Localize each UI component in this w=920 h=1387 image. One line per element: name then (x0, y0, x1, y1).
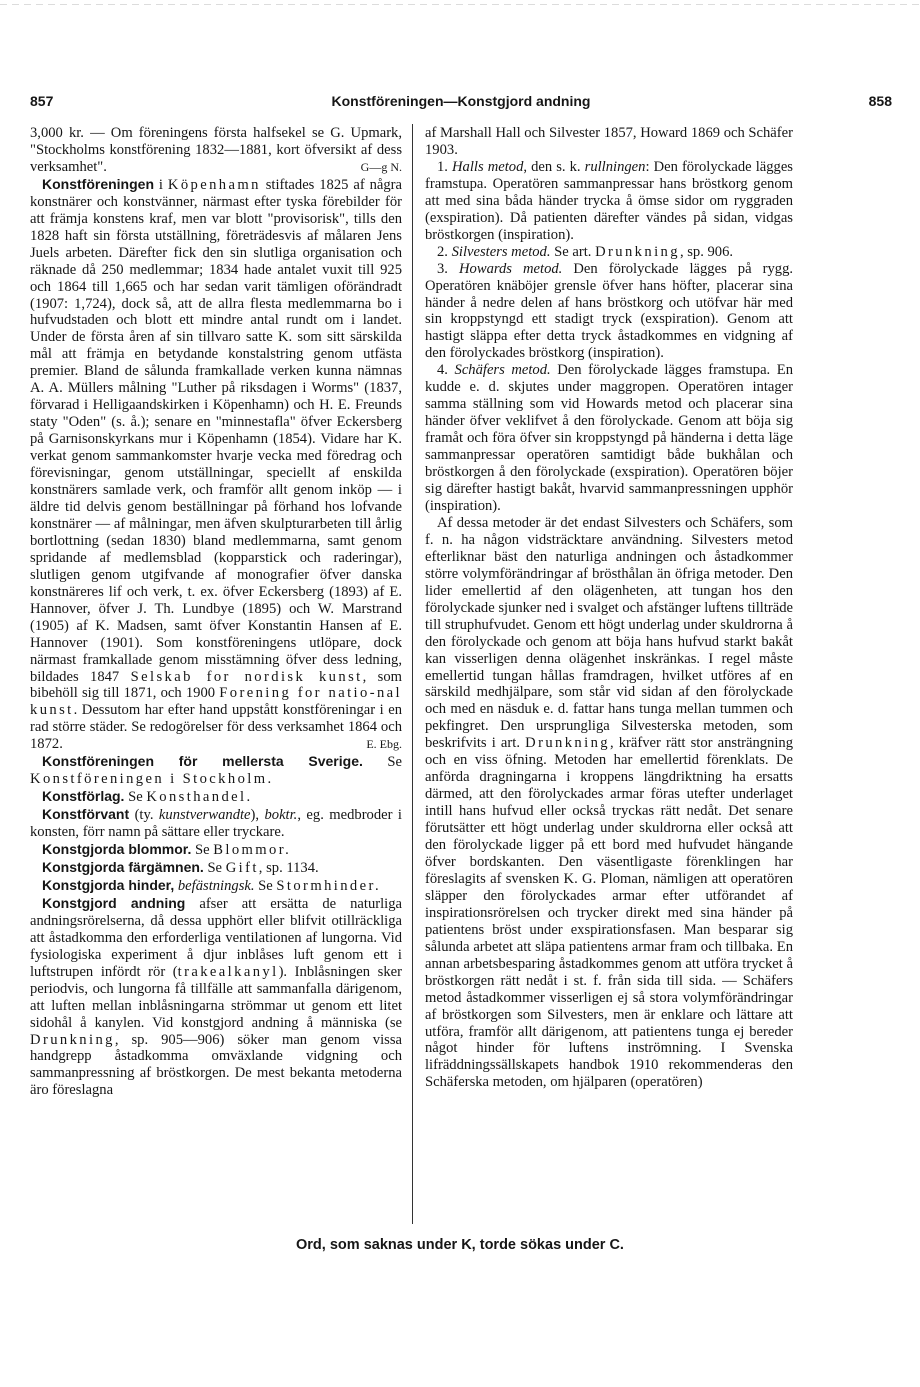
method-silvesters: 2. Silvesters metod. Se art. Drunkning, sp. 906. (437, 243, 734, 260)
entry-headword: Konstgjorda färgämnen. (42, 858, 204, 875)
page-number-right: 858 (868, 93, 892, 109)
author-signature: E. Ebg. (366, 737, 402, 752)
entry-headword: Konstförlag. (42, 788, 125, 805)
scan-edge-line (0, 4, 920, 5)
entry-headword: Konstgjord andning (42, 894, 186, 911)
entry-headword: Konstgjorda blommor. (42, 841, 192, 858)
cross-reference: Konstföreningen i Stockholm. (30, 771, 274, 788)
entry-konstforvant: Konstförvant (ty. kunstverwandte), boktr., eg. medbroder i konsten, förr namn på sättare eller tryckare. (30, 806, 402, 841)
spaced-term: Selskab for nordisk kunst (130, 668, 363, 685)
entry-konstgjorda-blommor: Konstgjorda blommor. Se Blommor. (42, 841, 292, 859)
cross-reference: Drunkning (30, 1031, 115, 1048)
paragraph-comparison: Af dessa metoder är det endast Silvesters och Schäfers, som f. n. ha någon vidsträcktare användning. Silvesters metod efterliknar bäst den naturliga andningen och åstadkommer större volymförändringar af brösthålan än öfriga metoder. Den lider emellertid af den olägenheten, att tungan hos den förolyckade sjunker ned i svalget och afstänger luftens tillträde till struphufvudet. Genom ett högt underlag under skuldrorna å den förolyckade och genom att böja hans hufvud starkt bakåt kan visserligen denna olägenhet inskränkas. I regel måste emellertid tungan hållas framdragen, hvilket utföres af en särskild medhjälpare, som står vid sidan af den förolyckade och med en näsduk e. d. fattar hans tunga mellan tummen och pekfingret. Den ursprungliga Silvesterska metoden, som beskrifvits i art. Drunkning, kräfver rätt stor ansträngning och en viss öfning. Metoden har emellertid förenklats. De anförda dragningarna i kroppens längdriktning ha ersatts därmed, att den förolyckades armar föras utefter underlaget intill hans hufvud eller också tryckas rätt nedåt. Det senare förutsätter ett högt underlag under skuldrorna eller också att den förolyckade ligger på ett bord med hufvudet hängande öfver bordskanten. Den väsentligaste förenklingen har föreslagits af svensken K. G. Ploman, nämligen att operatören släpper den förolyckades armar efter utförandet af inspirationsrörelsen och trycker direkt med sina händer på patientens bröst under exspirationsfasen. Man besparar sig sålunda arbetet att släpa patientens armar fram och tillbaka. En annan arbetsbesparing åstadkommes genom att utföra trycket å bröstkorgen rätt nedåt i st. f. från sida till sida. — Schäfers metod åstadkommer visserligen ej så stora volymförändringar af bröstkorgen som Silvesters, men är enklare och lättare att utföra, framför allt därigenom, att patientens tunga ej bereder något hinder för luftens inströmning. I Svenska lifräddningssällskapets handbok 1910 rekommenderas den Schäferska metoden, om hjälparen (operatören) (425, 514, 793, 1091)
spaced-term: Forening for natio-nal kunst (30, 685, 402, 719)
paragraph-stockholm-end: 3,000 kr. — Om föreningens första halfsekel se G. Upmark, "Stockholms konstförening 1832—1881, kort öfversikt af dess verksamhet". G—g N. (30, 125, 402, 175)
method-howards: 3. Howards metod. Den förolyckade lägges på rygg. Operatören knäböjer grensle öfver hans höfter, placerar sina händer å nedre delen af hans bröstkorg och utöfvar här med sin kroppstyngd ett stadigt tryck (exspiration). Genom att hastigt släppa efter detta tryck åstadkommes en vidgning af den förolyckades bröstkorg (inspiration). (425, 260, 793, 362)
column-divider (412, 124, 413, 1224)
cross-reference: Gift (225, 859, 259, 876)
paragraph-continuation: af Marshall Hall och Silvester 1857, Howard 1869 och Schäfer 1903. (425, 125, 793, 158)
entry-headword: Konstföreningen för mellersta Sverige. (42, 753, 363, 770)
entry-konstforeningen-mellersta-sverige: Konstföreningen för mellersta Sverige. Se Konstföreningen i Stockholm. (30, 753, 402, 788)
entry-konstforlag: Konstförlag. Se Konsthandel. (42, 788, 253, 806)
page-footer-note: Ord, som saknas under K, torde sökas under C. (296, 1237, 624, 1253)
page-number-left: 857 (30, 93, 54, 109)
entry-konstgjord-andning: Konstgjord andning afser att ersätta de naturliga andningsrörelserna, då dessa upphört eller blifvit otillräckliga att åstadkomma den erforderliga ventilationen af lungorna. Vid fysiologiska experiment å djur inblåses luft genom ett i luftstrupen infördt rör (trakealkanyl). Inblåsningen sker periodvis, och lungorna få tillfälle att sammanfalla därigenom, att luften mellan inblåsningarna strömmar ut genom ett litet sidohål å kanylen. Vid konstgjord andning å människa (se Drunkning, sp. 905—906) söker man genom vissa handgrepp åstadkomma omväxlande vidgning och sammanpressning af bröstkorgen. De mest bekanta metoderna äro föreslagna (30, 894, 402, 1099)
entry-headword: Konstföreningen (42, 175, 154, 192)
cross-reference: Blommor. (213, 842, 292, 859)
running-title: Konstföreningen—Konstgjord andning (331, 93, 591, 109)
entry-headword: Konstförvant (42, 806, 130, 823)
entry-konstgjorda-fargamnen: Konstgjorda färgämnen. Se Gift, sp. 1134. (42, 858, 319, 876)
cross-reference: Stormhinder. (276, 877, 381, 894)
place-name: Köpenhamn (167, 176, 261, 193)
right-column (425, 125, 793, 1225)
cross-reference: Konsthandel. (146, 789, 253, 806)
entry-headword: Konstgjorda hinder, (42, 876, 175, 893)
method-halls: 1. Halls metod, den s. k. rullningen: Den förolyckade lägges framstupa. Operatören sammanpressar hans bröstkorg genom att med sina båda händer trycka å ömse sidor om ryggraden (exspiration). Då patienten därefter vändes på sidan, vidgas bröstkorgen (inspiration). (425, 158, 793, 243)
page-header (30, 93, 892, 113)
entry-konstgjorda-hinder: Konstgjorda hinder, befästningsk. Se Stormhinder. (42, 876, 381, 894)
spaced-term: trakealkanyl (177, 963, 279, 980)
cross-reference: Drunkning (525, 735, 610, 752)
left-column (30, 125, 402, 1225)
method-schafers: 4. Schäfers metod. Den förolyckade lägges framstupa. En kudde e. d. skjutes under maggropen. Operatören intager samma ställning som vid Howards metod och placerar sina händer öfver veklifvet å den förolyckade. Genom att böja sig framåt och föra öfver sin kroppstyngd på händerna i detta läge sammanpressar operatören samtidigt både bukhålan och bröstkorgen å den förolyckade (exspiration). Operatören böjer sig därefter hastigt bakåt, hvarvid sammanpressningen upphör (inspiration). (425, 362, 793, 514)
cross-reference: Drunkning (595, 243, 680, 260)
entry-konstforeningen-kopenhamn: Konstföreningen i Köpenhamn stiftades 1825 af några konstnärer och konstvänner, närmast efter tyska förebilder för att främja konstens kraf, men var blott "provisorisk", tills den 1828 haft sin första utställning, företrädesvis af målaren Jens Juels arbeten. Därefter fick den sin slutliga organisation och räknade då 250 medlemmar; 1834 hade antalet vuxit till 925 och 1864 till 1,665 och har sedan varit tämligen oförändradt (1907: 1,724), dock så, att de allra flesta medlemmarna bo i hufvudstaden och blott ett mindre antal rundt om i landet. Under de första åren af sin tillvaro satte K. som sitt särskilda mål att främja en betydande konstalstring genom utfästa premier. Bland de sålunda framkallade verken kunna nämnas A. A. Müllers målning "Luther på riksdagen i Worms" (1837, förvarad i Helligaandskirken i Köpenhamn) och H. E. Freunds staty "Oden" (s. å.); senare en "minnestafla" öfver Eckersberg på Garnisonskyrkans mur i Köpenhamn (1854). Vidare har K. verkat genom sammankomster hvarje vecka med föredrag och förevisningar, genom utställningar, speciellt af enskilda konstnärers samlade verk, och framför allt genom inköp — i äldre tid delvis genom beställningar på förhand hos lofvande konstnärer — af målningar, men äfven skulpturarbeten till årlig bortlottning (sedan 1830) bland medlemmarna, samt genom spridande af medlemsblad (kopparstick och raderingar), slutligen genom utgifvande af monografier öfver danska konstnäreres lif och verk, t. ex. öfver Eckersberg (1893) af E. Hannover, öfver J. Th. Lundbye (1895) och W. Marstrand (1905) af K. Madsen, samt öfver Konstantin Hansen af E. Hannover (1901). Som konstföreningens utlöpare, dock närmast framkallade genom misstämning öfver dess ledning, bildades 1847 Selskab for nordisk kunst, som bibehöll sig till 1871, och 1900 Forening for natio-nal kunst. Dessutom har efter hand uppstått konstföreningar i en rad större städer. Se redogörelser för dess verksamhet 1864 och 1872. E. Ebg. (30, 175, 402, 753)
author-signature: G—g N. (360, 159, 402, 174)
